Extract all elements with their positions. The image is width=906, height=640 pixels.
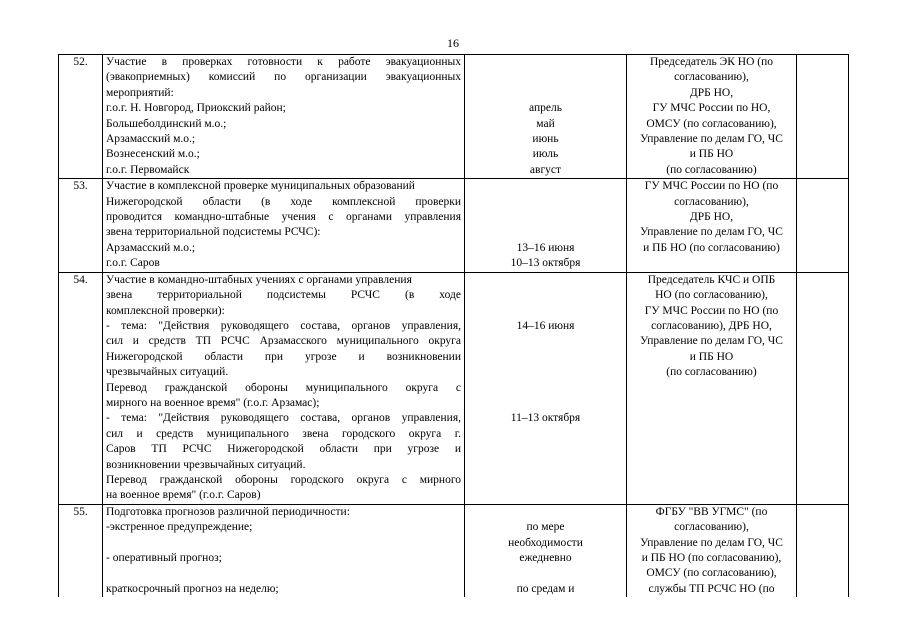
responsible-parties-line: и ПБ НО (по согласованию),: [641, 552, 782, 564]
table-row: [59, 504, 849, 597]
page-number: 16: [447, 36, 459, 50]
plan-table: [58, 54, 849, 597]
event-description-line: Участие в комплексной проверке муниципальных образований: [106, 180, 415, 193]
responsible-parties-line: ГУ МЧС России по НО,: [652, 102, 771, 115]
event-dates-line: [468, 380, 623, 395]
responsible-parties-line: Управление по делам ГО, ЧС: [640, 133, 783, 146]
responsible-parties: [627, 179, 797, 272]
event-description-line: - тема: "Действия руководящего состава, органов управления,: [106, 319, 461, 332]
event-description: [103, 179, 465, 272]
table-row: [59, 272, 849, 504]
event-dates-line: [468, 210, 623, 225]
notes-cell: [797, 179, 849, 272]
responsible-parties-line: ГУ МЧС России по НО (по: [644, 180, 779, 193]
event-dates-line: [468, 86, 623, 101]
event-dates-line: ежедневно: [519, 551, 572, 564]
responsible-parties-line: Управление по делам ГО, ЧС: [640, 536, 783, 549]
event-dates-line: [468, 70, 623, 85]
event-description-line: Участие в проверках готовности к работе эвакуационных: [106, 56, 461, 68]
event-dates-line: 14–16 июня: [516, 319, 575, 332]
event-description-line: на военное время" (г.о.г. Саров): [106, 489, 261, 502]
event-description-line: Подготовка прогнозов различной периодичности:: [106, 505, 350, 518]
responsible-parties-line: Управление по делам ГО, ЧС: [640, 226, 783, 239]
responsible-parties-line: и ПБ НО: [689, 148, 734, 161]
responsible-parties-line: [630, 396, 793, 411]
responsible-parties-line: [630, 381, 793, 396]
event-description-line: Участие в командно-штабных учениях с органами управления: [106, 273, 412, 286]
event-dates-line: апрель: [529, 102, 562, 115]
event-dates-line: [468, 273, 623, 288]
notes-cell: [797, 504, 849, 597]
event-dates-line: [468, 195, 623, 210]
event-dates-line: [468, 427, 623, 442]
event-description-line: проводится командно-штабные учения с органами управления: [106, 211, 461, 224]
event-dates-line: [468, 288, 623, 303]
event-description-line: мирного на военное время" (г.о.г. Арзамас);: [106, 396, 320, 409]
responsible-parties-line: ДРБ НО,: [689, 211, 734, 224]
event-dates-line: [468, 225, 623, 240]
event-dates-line: [468, 365, 623, 380]
responsible-parties-line: ОМСУ (по согласованию),: [646, 567, 777, 580]
event-dates-line: 13–16 июня: [516, 241, 575, 254]
row-number: 55.: [59, 504, 103, 597]
responsible-parties-line: ФГБУ "ВВ УГМС" (по: [655, 505, 768, 518]
event-description-line: возникновении чрезвычайных ситуаций.: [106, 458, 306, 471]
responsible-parties-line: [630, 256, 793, 271]
event-dates-line: май: [536, 117, 555, 130]
event-dates: [465, 272, 627, 504]
responsible-parties: [627, 504, 797, 597]
event-description-line: Саров ТП РСЧС Нижегородской области при угрозе и: [106, 443, 461, 456]
event-dates-line: [468, 457, 623, 472]
event-description: [103, 55, 465, 179]
event-description-line: Большеболдинский м.о.;: [106, 117, 227, 130]
event-description-line: [106, 566, 461, 581]
event-dates-line: июль: [532, 148, 559, 161]
responsible-parties-line: согласованию),: [674, 195, 749, 208]
responsible-parties-line: согласованию),: [674, 521, 749, 534]
event-description-line: сил и средств муниципального звена городского округа г.: [106, 427, 461, 440]
event-dates-line: [468, 55, 623, 70]
row-number: 53.: [59, 179, 103, 272]
event-dates-line: [468, 396, 623, 411]
responsible-parties-line: (по согласованию): [666, 163, 757, 176]
event-description-line: г.о.г. Первомайск: [106, 163, 190, 176]
event-dates-line: [468, 442, 623, 457]
event-description-line: Перевод гражданской обороны муниципального округа с: [106, 381, 461, 394]
event-dates-line: [468, 303, 623, 318]
event-description-line: - оперативный прогноз;: [106, 551, 222, 564]
event-dates-line: [468, 488, 623, 503]
table-row: [59, 179, 849, 272]
event-description-line: [106, 536, 461, 551]
responsible-parties: [627, 55, 797, 179]
event-dates-line: [468, 566, 623, 581]
responsible-parties-line: ДРБ НО,: [689, 86, 734, 99]
event-description-line: мероприятий:: [106, 86, 174, 99]
event-description: [103, 504, 465, 597]
responsible-parties-line: Председатель КЧС и ОПБ: [647, 273, 776, 286]
event-description-line: сил и средств ТП РСЧС Арзамасского муниципального округа: [106, 335, 461, 348]
responsible-parties-line: ГУ МЧС России по НО (по: [644, 304, 779, 317]
event-dates-line: август: [529, 163, 562, 176]
responsible-parties-line: [630, 457, 793, 472]
event-description-line: - тема: "Действия руководящего состава, органов управления,: [106, 412, 461, 425]
responsible-parties-line: (по согласованию): [666, 366, 757, 379]
responsible-parties-line: службы ТП РСЧС НО (по: [648, 582, 775, 595]
event-description-line: звена территориальной подсистемы РСЧС (в ходе: [106, 289, 461, 302]
event-dates-line: [468, 350, 623, 365]
event-dates-line: июнь: [532, 132, 559, 145]
event-dates-line: по мере: [526, 521, 565, 534]
notes-cell: [797, 55, 849, 179]
event-dates: [465, 179, 627, 272]
row-number: 54.: [59, 272, 103, 504]
responsible-parties-line: Председатель ЭК НО (по: [649, 56, 774, 68]
event-dates-line: [468, 505, 623, 520]
responsible-parties-line: согласованию), ДРБ НО,: [651, 319, 772, 332]
event-description-line: чрезвычайных ситуаций.: [106, 366, 229, 379]
event-description: [103, 272, 465, 504]
event-dates: [465, 55, 627, 179]
responsible-parties-line: и ПБ НО: [689, 350, 734, 363]
responsible-parties-line: и ПБ НО (по согласованию): [643, 241, 780, 254]
event-dates: [465, 504, 627, 597]
event-description-line: комплексной проверки):: [106, 304, 225, 317]
responsible-parties-line: [630, 488, 793, 503]
event-description-line: (эвакоприемных) комиссий по организации эвакуационных: [106, 71, 461, 84]
event-dates-line: 10–13 октября: [510, 257, 581, 270]
table-row: [59, 55, 849, 179]
event-description-line: -экстренное предупреждение;: [106, 521, 253, 534]
event-description-line: Нижегородской области (в ходе комплексной проверки: [106, 195, 461, 208]
event-dates-line: [468, 179, 623, 194]
event-description-line: г.о.г. Саров: [106, 257, 160, 270]
responsible-parties-line: [630, 473, 793, 488]
event-description-line: Нижегородской области при угрозе и возникновении: [106, 350, 461, 363]
event-dates-line: необходимости: [508, 536, 583, 549]
event-dates-line: по средам и: [516, 582, 575, 595]
responsible-parties-line: Управление по делам ГО, ЧС: [640, 335, 783, 348]
responsible-parties-line: [630, 411, 793, 426]
event-description-line: Арзамасский м.о.;: [106, 133, 196, 146]
responsible-parties-line: согласованию),: [674, 71, 749, 84]
row-number: 52.: [59, 55, 103, 179]
event-dates-line: [468, 473, 623, 488]
responsible-parties: [627, 272, 797, 504]
event-dates-line: 11–13 октября: [510, 412, 581, 425]
event-description-line: г.о.г. Н. Новгород, Приокский район;: [106, 102, 286, 115]
event-description-line: звена территориальной подсистемы РСЧС):: [106, 226, 321, 239]
event-description-line: Вознесенский м.о.;: [106, 148, 200, 161]
event-description-line: краткосрочный прогноз на неделю;: [106, 582, 279, 595]
responsible-parties-line: [630, 427, 793, 442]
responsible-parties-line: [630, 442, 793, 457]
event-description-line: Арзамасский м.о.;: [106, 241, 196, 254]
notes-cell: [797, 272, 849, 504]
responsible-parties-line: НО (по согласованию),: [655, 289, 768, 302]
responsible-parties-line: ОМСУ (по согласованию),: [646, 117, 777, 130]
event-description-line: Перевод гражданской обороны городского округа с мирного: [106, 473, 461, 486]
event-dates-line: [468, 334, 623, 349]
